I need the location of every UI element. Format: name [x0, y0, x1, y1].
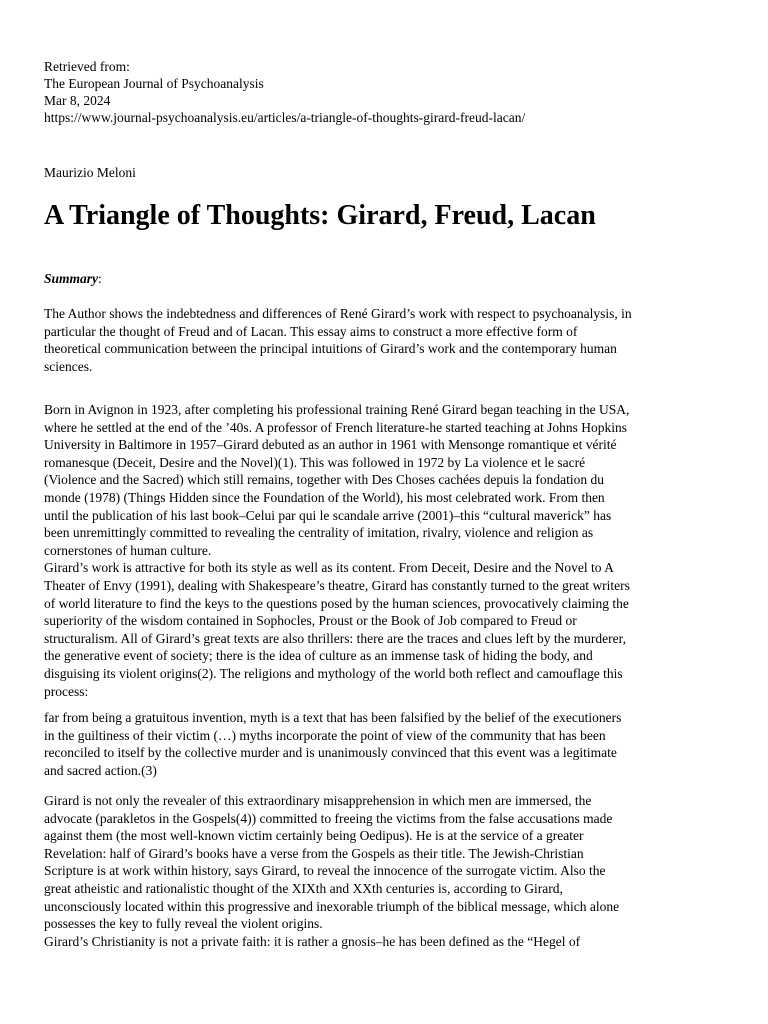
text-line: (Violence and the Sacred) which still remains, together with Des Choses cachées depuis la fondation du — [44, 472, 605, 488]
text-line: Theater of Envy (1991), dealing with Shakespeare’s theatre, Girard has constantly turned to the great writers — [44, 577, 630, 593]
text-line: Girard’s Christianity is not a private faith: it is rather a gnosis–he has been defined as the “Hegel of — [44, 933, 581, 949]
text-line: reconciled to itself by the collective murder and is unanimously convinced that this event was a legitimate — [44, 745, 617, 761]
article-title: A Triangle of Thoughts: Girard, Freud, Lacan — [44, 200, 596, 231]
text-line: Born in Avignon in 1923, after completing his professional training René Girard began teaching in the USA, — [44, 402, 630, 417]
text-line: Girard is not only the revealer of this extraordinary misapprehension in which men are immersed, the — [44, 793, 592, 808]
text-line: process: — [44, 683, 89, 699]
summary-paragraph — [44, 305, 724, 375]
text-line: disguising its violent origins(2). The religions and mythology of the world both reflect and camouflage this — [44, 665, 623, 681]
text-line: theoretical communication between the principal intuitions of Girard’s work and the contemporary human — [44, 341, 617, 357]
block-quote — [44, 709, 724, 779]
author-name: Maurizio Meloni — [44, 165, 136, 180]
source-url: https://www.journal-psychoanalysis.eu/articles/a-triangle-of-thoughts-girard-freud-lacan/ — [44, 110, 526, 125]
text-line: romanesque (Deceit, Desire and the Novel)(1). This was followed in 1972 by La violence et le sacré — [44, 454, 586, 470]
text-line: where he settled at the end of the ’40s. A professor of French literature-he started teaching at Johns Hopkins — [44, 419, 627, 435]
text-line: sciences. — [44, 358, 93, 374]
body-paragraph-2 — [44, 792, 724, 950]
text-line: unconsciously located within this progressive and inexorable triumph of the biblical message, which alone — [44, 898, 620, 914]
text-line: superiority of the wisdom contained in Sophocles, Proust or the Book of Job compared to Freud or — [44, 613, 577, 629]
body-paragraph-1 — [44, 401, 724, 700]
text-line: University in Baltimore in 1957–Girard debuted as an author in 1961 with Mensonge romantique et vérité — [44, 437, 617, 453]
text-line: particular the thought of Freud and of Lacan. This essay aims to construct a more effective form of — [44, 323, 578, 339]
summary-label: Summary — [44, 271, 99, 286]
text-line: of world literature to find the keys to the questions posed by the human sciences, provocatively claiming the — [44, 595, 629, 611]
summary-heading — [44, 270, 102, 287]
retrieved-label: Retrieved from: — [44, 59, 130, 74]
text-line: cornerstones of human culture. — [44, 542, 212, 558]
text-line: Girard’s work is attractive for both its style as well as its content. From Deceit, Desire and the Novel to A — [44, 560, 614, 576]
text-line: in the guiltiness of their victim (…) myths incorporate the point of view of the community that has been — [44, 727, 606, 743]
text-line: the generative event of society; there is the idea of culture as an immense task of hiding the body, and — [44, 648, 593, 664]
retrieved-date: Mar 8, 2024 — [44, 93, 111, 108]
source-block — [44, 58, 724, 126]
text-line: structuralism. All of Girard’s great texts are also thrillers: there are the traces and clues left by the murderer, — [44, 630, 626, 646]
text-line: The Author shows the indebtedness and differences of René Girard’s work with respect to psychoanalysis, in — [44, 306, 632, 321]
text-line: far from being a gratuitous invention, myth is a text that has been falsified by the belief of the executioners — [44, 710, 622, 725]
text-line: and sacred action.(3) — [44, 762, 157, 778]
journal-name: The European Journal of Psychoanalysis — [44, 76, 264, 91]
summary-colon: : — [98, 271, 102, 286]
text-line: been unremittingly committed to revealing the centrality of imitation, rivalry, violence and religion as — [44, 525, 594, 541]
text-line: possesses the key to fully reveal the violent origins. — [44, 916, 323, 932]
text-line: until the publication of his last book–Celui par qui le scandale arrive (2001)–this “cultural maverick” has — [44, 507, 612, 523]
text-line: great atheistic and rationalistic thought of the XIXth and XXth centuries is, according to Girard, — [44, 880, 563, 896]
text-line: Revelation: half of Girard’s books have a verse from the Gospels as their title. The Jewish-Christian — [44, 845, 584, 861]
text-line: advocate (parakletos in the Gospels(4)) committed to freeing the victims from the false accusations made — [44, 810, 613, 826]
text-line: monde (1978) (Things Hidden since the Foundation of the World), his most celebrated work. From then — [44, 489, 605, 505]
text-line: Scripture is at work within history, says Girard, to reveal the innocence of the surrogate victim. Also the — [44, 863, 606, 879]
text-line: against them (the most well-known victim certainly being Oedipus). He is at the service of a greater — [44, 828, 584, 844]
document-page — [44, 58, 724, 949]
